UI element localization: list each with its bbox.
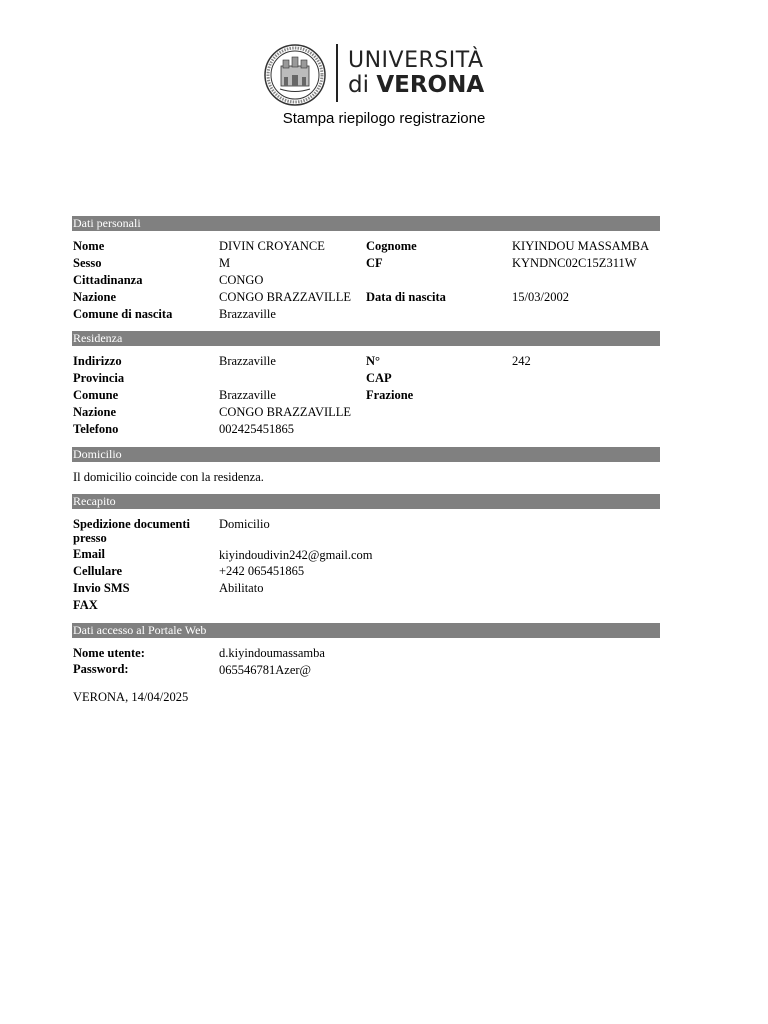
label-data-nascita: Data di nascita — [366, 290, 446, 304]
label-cap: CAP — [366, 371, 392, 385]
label-cognome: Cognome — [366, 239, 417, 253]
label-invio-sms: Invio SMS — [73, 581, 130, 595]
value-comune: Brazzaville — [219, 388, 276, 402]
value-nazione-residenza: CONGO BRAZZAVILLE — [219, 405, 352, 419]
logo-text-verona — [348, 72, 484, 98]
value-email: kiyindoudivin242@gmail.com — [219, 548, 373, 562]
page-title: Stampa riepilogo registrazione — [282, 110, 486, 127]
value-nome: DIVIN CROYANCE — [219, 239, 325, 253]
value-data-nascita: 15/03/2002 — [512, 290, 569, 304]
label-numero-civico: N° — [366, 354, 381, 368]
label-nome-utente: Nome utente: — [73, 646, 145, 660]
label-fax: FAX — [73, 598, 98, 612]
value-comune-nascita: Brazzaville — [219, 307, 276, 321]
label-nazione: Nazione — [73, 290, 117, 304]
label-email: Email — [73, 547, 105, 561]
university-seal-icon — [264, 44, 326, 106]
section-header-recapito: Recapito — [72, 494, 660, 509]
label-cittadinanza: Cittadinanza — [73, 273, 143, 287]
label-spedizione-documenti: Spedizione documenti presso — [73, 517, 191, 545]
value-telefono: 002425451865 — [219, 422, 294, 436]
value-cittadinanza: CONGO — [219, 273, 264, 287]
value-password: 065546781Azer@ — [219, 663, 312, 677]
value-nome-utente: d.kiyindoumassamba — [219, 646, 325, 660]
section-header-domicilio: Domicilio — [72, 447, 660, 462]
value-nazione: CONGO BRAZZAVILLE — [219, 290, 352, 304]
label-nome: Nome — [73, 239, 105, 253]
value-cf: KYNDNC02C15Z311W — [512, 256, 637, 270]
label-cellulare: Cellulare — [73, 564, 123, 578]
value-numero-civico: 242 — [512, 354, 531, 368]
label-telefono: Telefono — [73, 422, 119, 436]
university-logo — [258, 38, 485, 108]
logo-text-di: di — [348, 72, 377, 98]
label-comune-nascita: Comune di nascita — [73, 307, 173, 321]
section-header-residenza: Residenza — [72, 331, 660, 346]
logo-divider — [336, 44, 338, 102]
value-indirizzo: Brazzaville — [219, 354, 276, 368]
footer-place-date: VERONA, 14/04/2025 — [73, 690, 189, 704]
label-cf: CF — [366, 256, 383, 270]
logo-text-universita: UNIVERSITÀ — [348, 48, 484, 73]
label-sesso: Sesso — [73, 256, 102, 270]
value-invio-sms: Abilitato — [219, 581, 264, 595]
section-header-dati-accesso: Dati accesso al Portale Web — [72, 623, 660, 638]
section-header-dati-personali: Dati personali — [72, 216, 660, 231]
value-spedizione-documenti: Domicilio — [219, 517, 270, 531]
label-password: Password: — [73, 662, 129, 676]
value-sesso: M — [219, 256, 231, 270]
logo-text-verona-strong: VERONA — [376, 72, 485, 98]
domicilio-note: Il domicilio coincide con la residenza. — [73, 470, 264, 484]
label-nazione-residenza: Nazione — [73, 405, 117, 419]
label-frazione: Frazione — [366, 388, 414, 402]
label-indirizzo: Indirizzo — [73, 354, 122, 368]
label-comune: Comune — [73, 388, 119, 402]
value-cognome: KIYINDOU MASSAMBA — [512, 239, 650, 253]
label-provincia: Provincia — [73, 371, 125, 385]
value-cellulare: +242 065451865 — [219, 564, 305, 578]
